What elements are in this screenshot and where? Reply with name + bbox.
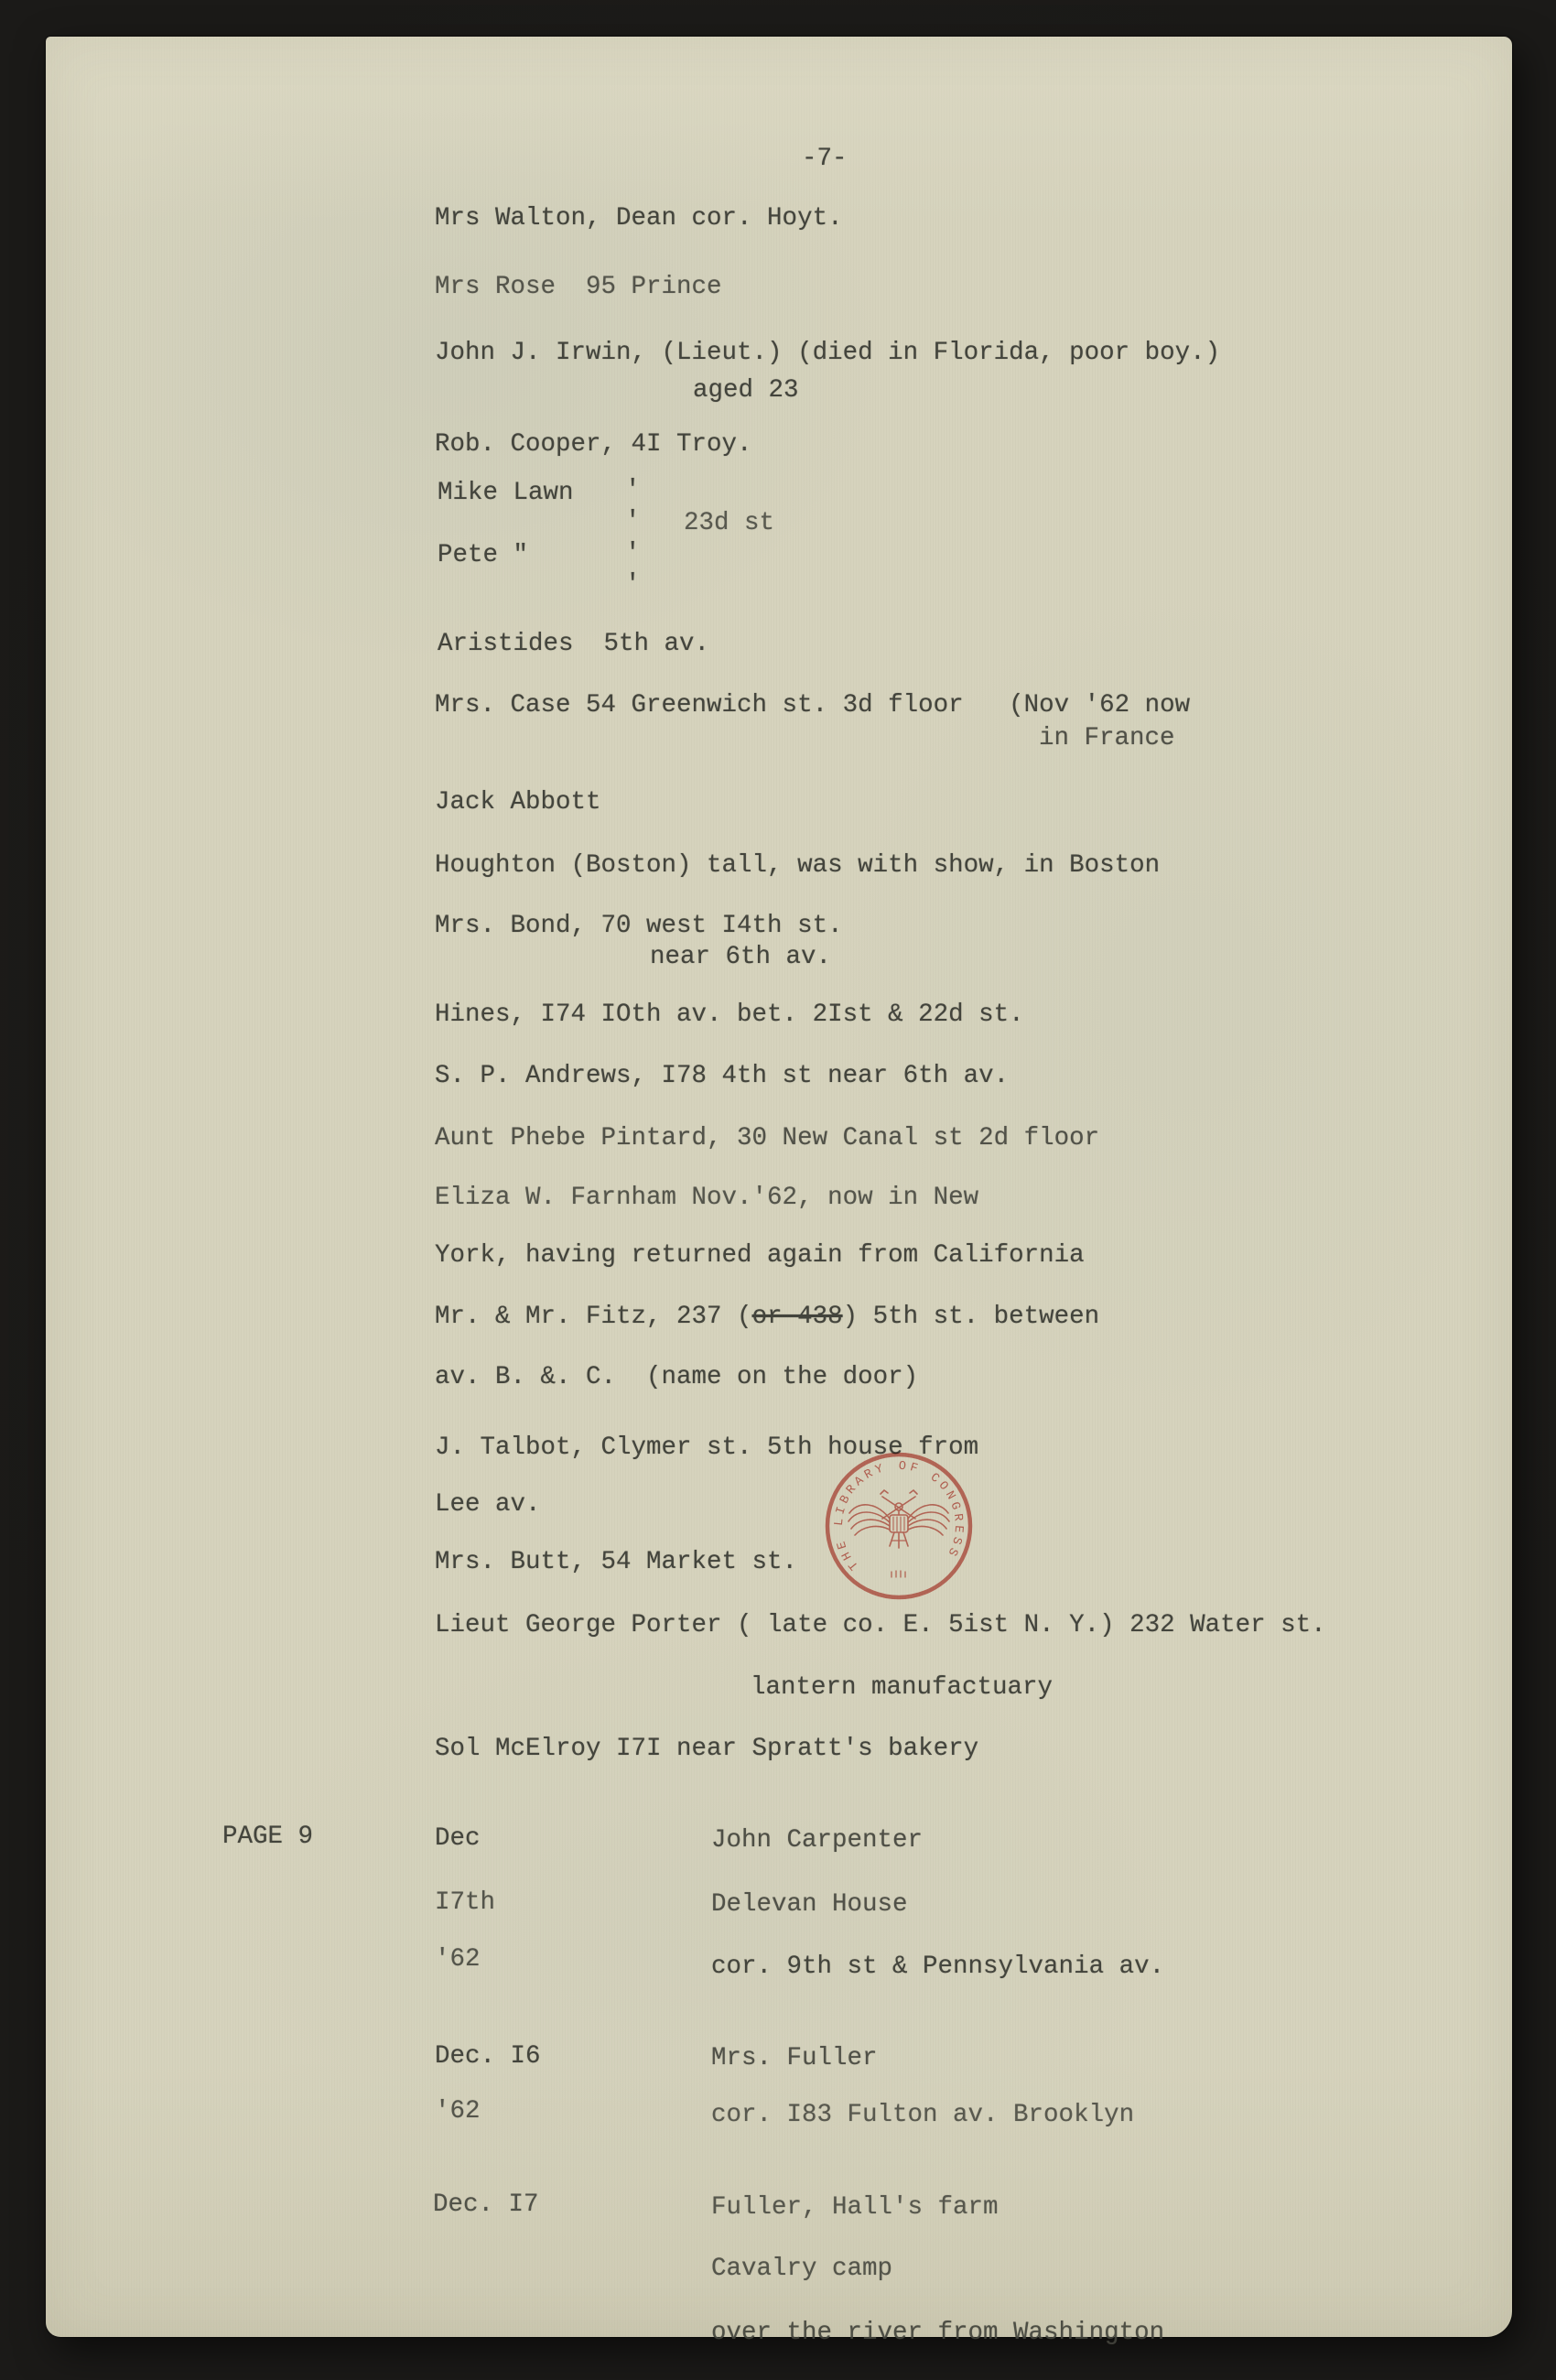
typed-line xyxy=(711,2320,1164,2347)
typed-line xyxy=(435,852,1160,880)
typed-text: '62 xyxy=(435,1945,481,1974)
stamp-ring xyxy=(827,1455,970,1597)
typed-line xyxy=(711,2256,892,2283)
typed-text: lantern manufactuary xyxy=(751,1673,1054,1702)
typed-line xyxy=(684,510,774,537)
typed-text: near 6th av. xyxy=(650,943,832,971)
typed-text: ' xyxy=(625,507,641,536)
typed-line xyxy=(711,1891,908,1919)
typed-line xyxy=(435,1001,1024,1029)
typed-text: York, having returned again from California xyxy=(435,1241,1085,1270)
typed-line xyxy=(625,540,641,568)
typed-line xyxy=(711,1827,923,1855)
typed-text: ) 5th st. between xyxy=(842,1303,1100,1331)
typed-line xyxy=(435,1304,1099,1331)
typed-text: Pete " xyxy=(438,541,529,569)
typed-text: in France xyxy=(1039,724,1175,752)
typed-text: -7- xyxy=(802,145,848,173)
typed-text: Dec. I6 xyxy=(435,2042,541,2071)
typed-line xyxy=(435,1125,1099,1152)
typed-line xyxy=(435,1185,978,1212)
typed-text: 23d st xyxy=(684,509,775,537)
typed-text: av. B. &. C. (name on the door) xyxy=(435,1363,919,1391)
typed-line xyxy=(625,477,641,504)
typed-text: Aunt Phebe Pintard, 30 New Canal st 2d floor xyxy=(435,1124,1100,1152)
typed-line xyxy=(435,1491,541,1519)
typed-line xyxy=(435,2098,481,2126)
typed-text: Delevan House xyxy=(711,1890,908,1919)
typed-line xyxy=(625,571,641,599)
typed-text: Mrs Walton, Dean cor. Hoyt. xyxy=(435,204,843,233)
typed-text: ' xyxy=(625,570,641,599)
typed-text: Mr. & Mr. Fitz, 237 ( xyxy=(435,1303,752,1331)
typed-line xyxy=(435,274,722,301)
typed-text: Eliza W. Farnham Nov.'62, now in New xyxy=(435,1184,979,1212)
typed-text: I7th xyxy=(435,1888,496,1917)
typed-line xyxy=(435,1889,495,1917)
typed-text: over the river from Washington xyxy=(711,2319,1165,2347)
typed-text: S. P. Andrews, I78 4th st near 6th av. xyxy=(435,1062,1010,1090)
typed-line xyxy=(438,480,574,507)
typed-text: Mrs. Butt, 54 Market st. xyxy=(435,1548,798,1576)
document-page xyxy=(46,37,1512,2347)
typed-text: Dec xyxy=(435,1824,481,1853)
typed-line xyxy=(433,2191,539,2219)
typed-line xyxy=(625,508,641,536)
typed-line xyxy=(751,1674,1053,1702)
typed-text: Jack Abbott xyxy=(435,788,601,817)
typed-line xyxy=(711,1953,1164,1981)
typed-line xyxy=(650,944,831,971)
typed-line xyxy=(435,340,1220,367)
typed-line xyxy=(435,913,843,940)
typed-line xyxy=(693,377,799,405)
typed-line xyxy=(711,2102,1134,2129)
typed-text: Cavalry camp xyxy=(711,2255,893,2283)
typed-text: ' xyxy=(625,476,641,504)
typed-line xyxy=(435,2043,541,2071)
typed-text: Aristides 5th av. xyxy=(438,630,710,658)
typed-text: '62 xyxy=(435,2097,481,2126)
typed-line xyxy=(435,1063,1009,1090)
struck-text: or 438 xyxy=(751,1303,843,1331)
typed-line xyxy=(435,789,601,817)
typed-text: John J. Irwin, (Lieut.) (died in Florida, poor boy.) xyxy=(435,339,1221,367)
typed-text: Mike Lawn xyxy=(438,479,574,507)
typed-text: Mrs. Case 54 Greenwich st. 3d floor (Nov '62 now xyxy=(435,691,1191,719)
typed-text: aged 23 xyxy=(693,376,799,405)
typed-text: Sol McElroy I7I near Spratt's bakery xyxy=(435,1735,979,1763)
typed-text: J. Talbot, Clymer st. 5th house from xyxy=(435,1433,979,1462)
typed-line xyxy=(435,1242,1085,1270)
typed-line xyxy=(438,631,709,658)
typed-text: Mrs Rose 95 Prince xyxy=(435,273,722,301)
typed-line xyxy=(435,205,843,233)
typed-line xyxy=(435,1825,481,1853)
typed-line xyxy=(1039,725,1175,752)
typed-line xyxy=(435,431,752,459)
typed-text: Fuller, Hall's farm xyxy=(711,2193,999,2222)
typed-text: ' xyxy=(625,539,641,568)
stamp-curved-text: THE LIBRARY OF CONGRESS xyxy=(832,1459,966,1573)
typed-line xyxy=(711,2045,878,2072)
typed-line xyxy=(435,1736,978,1763)
typed-text: Dec. I7 xyxy=(433,2191,539,2219)
eagle-icon xyxy=(848,1490,949,1577)
typed-text: PAGE 9 xyxy=(222,1823,314,1851)
typed-text: John Carpenter xyxy=(711,1826,924,1855)
typed-text: Houghton (Boston) tall, was with show, in Boston xyxy=(435,851,1161,880)
page-ref-label xyxy=(222,1823,313,1851)
typed-line xyxy=(435,1549,797,1576)
typed-text: cor. 9th st & Pennsylvania av. xyxy=(711,1953,1165,1981)
typed-text: cor. I83 Fulton av. Brooklyn xyxy=(711,2101,1135,2129)
typed-line xyxy=(435,1946,481,1974)
typed-text: Mrs. Fuller xyxy=(711,2044,878,2072)
typed-text: Mrs. Bond, 70 west I4th st. xyxy=(435,912,843,940)
typed-line xyxy=(435,1612,1326,1639)
page-number xyxy=(802,146,848,173)
library-of-congress-stamp xyxy=(816,1444,981,1608)
typed-line xyxy=(438,542,528,569)
typed-text: Lee av. xyxy=(435,1490,541,1519)
typed-text: Lieut George Porter ( late co. E. 5ist N. Y.) 232 Water st. xyxy=(435,1611,1326,1639)
typed-line xyxy=(435,1364,918,1391)
typed-text: Rob. Cooper, 4I Troy. xyxy=(435,430,752,459)
typed-line xyxy=(711,2194,999,2222)
typed-line xyxy=(435,692,1190,719)
typed-text: Hines, I74 IOth av. bet. 2Ist & 22d st. xyxy=(435,1001,1024,1029)
